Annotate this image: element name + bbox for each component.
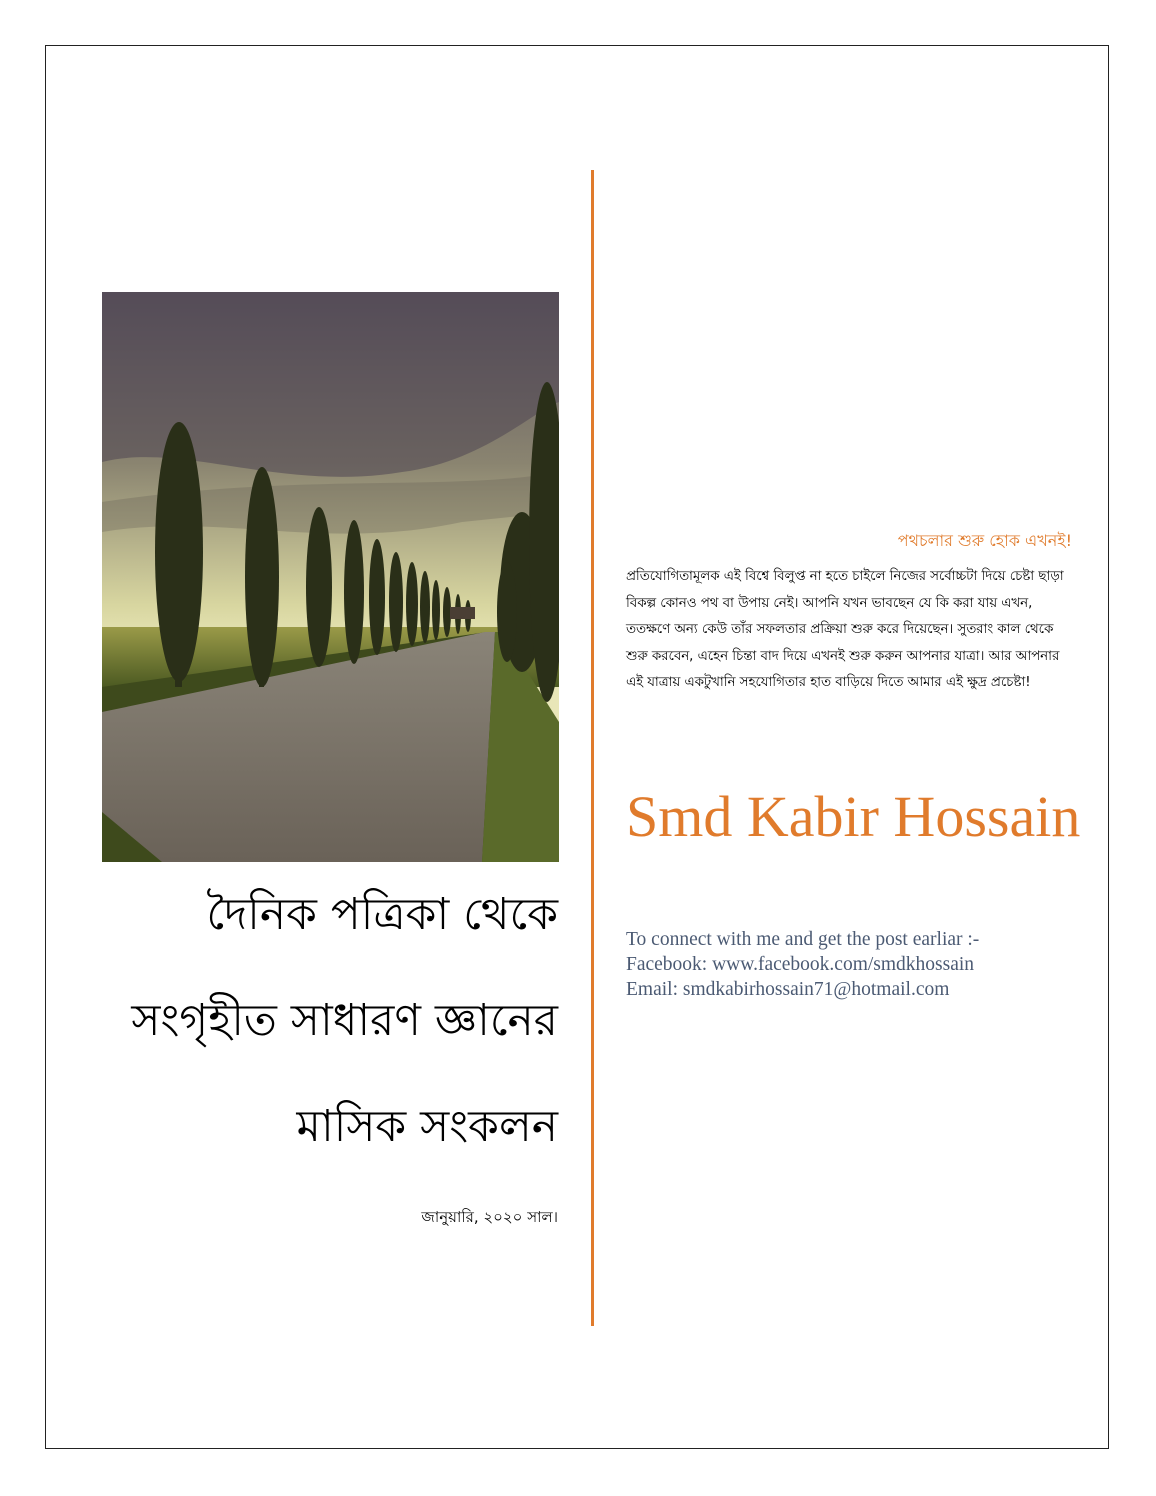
- cover-title: [60, 862, 558, 1180]
- cypress-road-image: [102, 292, 559, 862]
- email-link[interactable]: Email: smdkabirhossain71@hotmail.com: [626, 979, 950, 1000]
- tagline: পথচলার শুরু হোক এখনই!: [897, 531, 1072, 550]
- title-line-1: দৈনিক পত্রিকা থেকে: [206, 889, 558, 940]
- contact-info: [626, 927, 1096, 1002]
- facebook-link[interactable]: Facebook: www.facebook.com/smdkhossain: [626, 954, 975, 975]
- cover-photo: [102, 292, 559, 862]
- author-name: Smd Kabir Hossain: [626, 784, 1081, 849]
- intro-paragraph: প্রতিযোগিতামূলক এই বিশ্বে বিলুপ্ত না হতে চাইলে নিজের সর্বোচ্চটা দিয়ে চেষ্টা ছাড়া বিকল্প কোনও পথ বা উপায় নেই। আপনি যখন ভাবছেন যে কি করা যায় এখন, ততক্ষণে অন্য কেউ তাঁর সফলতার প্রক্রিয়া শুরু করে দিয়েছেন। সুতরাং কাল থেকে শুরু করবেন, এহেন চিন্তা বাদ দিয়ে এখনই শুরু করুন আপনার যাত্রা। আর আপনার এই যাত্রায় একটুখানি সহযোগিতার হাত বাড়িয়ে দিতে আমার এই ক্ষুদ্র প্রচেষ্টা!: [626, 569, 1064, 690]
- contact-intro: To connect with me and get the post earliar :-: [626, 929, 980, 950]
- publication-date: জানুয়ারি, ২০২০ সাল।: [421, 1208, 558, 1226]
- title-line-3: মাসিক সংকলন: [296, 1101, 558, 1152]
- vertical-divider: [591, 170, 594, 1326]
- title-line-2: সংগৃহীত সাধারণ জ্ঞানের: [131, 995, 558, 1046]
